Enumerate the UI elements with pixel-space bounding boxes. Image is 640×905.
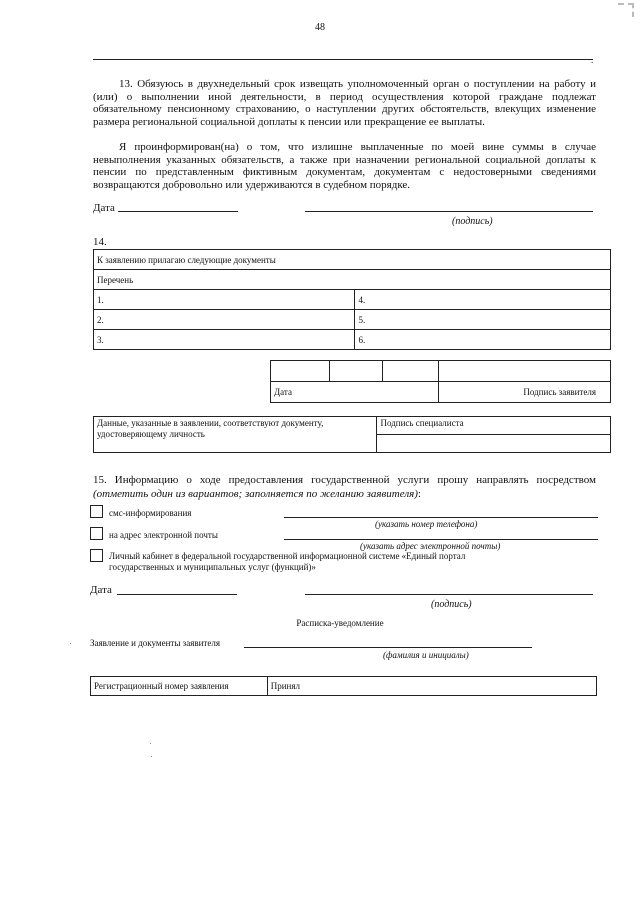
receipt-title: Расписка-уведомление <box>296 618 384 628</box>
attachments-header: К заявлению прилагаю следующие документы <box>94 250 611 270</box>
attachment-item-4[interactable]: 4. <box>355 290 611 310</box>
gosuslugi-checkbox[interactable] <box>90 549 103 562</box>
scan-speck <box>150 743 151 744</box>
applicant-signature-caption: Подпись заявителя <box>439 382 611 403</box>
scan-speck <box>151 756 152 757</box>
attachment-item-1[interactable]: 1. <box>94 290 355 310</box>
email-field[interactable] <box>284 539 598 540</box>
gosuslugi-label: Личный кабинет в федеральной государственной информационной системе «Единый портал государственных и муниципальных услуг (функций)» <box>109 551 466 572</box>
signature-field[interactable] <box>305 211 593 212</box>
attachments-table <box>93 249 611 350</box>
top-rule <box>93 59 593 60</box>
receipt-docs-label: Заявление и документы заявителя <box>90 638 220 648</box>
signature-caption: (подпись) <box>452 216 493 227</box>
verification-text: Данные, указанные в заявлении, соответствуют документу, удостоверяющему личность <box>94 417 377 453</box>
receipt-name-field[interactable] <box>244 647 532 648</box>
email-label: на адрес электронной почты <box>109 530 218 540</box>
registration-table <box>90 676 597 696</box>
signature2-caption: (подпись) <box>431 599 472 610</box>
phone-caption: (указать номер телефона) <box>375 519 478 529</box>
attachment-item-2[interactable]: 2. <box>94 310 355 330</box>
section-15-plain: 15. Информацию о ходе предоставления государственной услуги прошу направлять посредством <box>93 474 596 486</box>
email-checkbox[interactable] <box>90 527 103 540</box>
attachment-item-3[interactable]: 3. <box>94 330 355 350</box>
top-rule-dot: . <box>591 55 594 65</box>
date-label: Дата <box>93 202 115 214</box>
page-number: 48 <box>315 22 325 33</box>
sms-label: смс-информирования <box>109 508 192 518</box>
sms-checkbox[interactable] <box>90 505 103 518</box>
section-15-text <box>93 473 596 501</box>
reg-number-label: Регистрационный номер заявления <box>91 677 268 696</box>
attachment-item-5[interactable]: 5. <box>355 310 611 330</box>
signature2-field[interactable] <box>305 594 593 595</box>
section-15-end: : <box>417 488 421 500</box>
accepted-label: Принял <box>267 677 596 696</box>
applicant-signature-cell[interactable] <box>439 361 611 382</box>
page-corner-mark <box>618 3 634 17</box>
attachment-item-6[interactable]: 6. <box>355 330 611 350</box>
paragraph-13: 13. Обязуюсь в двухнедельный срок извещать уполномоченный орган о поступлении на работу и (или) о выполнении иной деятельности, в период осуществления которой граждане подлежат обязательному пенсионному страхованию, о наступлении других обстоятельств, влекущих изменение размера региональной социальной доплаты к пенсии или прекращение ее выплаты. <box>93 78 596 128</box>
scan-speck <box>70 643 71 644</box>
date2-label: Дата <box>90 584 112 596</box>
section-15-italic: (отметить один из вариантов; заполняется по желанию заявителя) <box>93 488 418 500</box>
date-year-cell[interactable] <box>382 361 439 382</box>
specialist-signature-label: Подпись специалиста <box>377 417 611 435</box>
specialist-signature-cell[interactable] <box>377 435 611 453</box>
date-caption-cell: Дата <box>271 382 439 403</box>
date-month-cell[interactable] <box>329 361 382 382</box>
date-day-cell[interactable] <box>271 361 330 382</box>
paragraph-informed: Я проинформирован(на) о том, что излишне выплаченные по моей вине суммы в случае невыполнения указанных обязательств, а также при назначении региональной социальной доплаты к пенсии по представленным фиктивным документам, документам с недостоверными сведениями возвращаются добровольно или удерживаются в судебном порядке. <box>93 141 596 191</box>
email-caption: (указать адрес электронной почты) <box>360 541 501 551</box>
attachments-list-header: Перечень <box>94 270 611 290</box>
date2-field[interactable] <box>117 594 237 595</box>
verification-table <box>93 416 611 453</box>
receipt-name-caption: (фамилия и инициалы) <box>383 650 469 660</box>
date-signature-table <box>270 360 611 403</box>
date-field[interactable] <box>118 211 238 212</box>
phone-field[interactable] <box>284 517 598 518</box>
section-14-number: 14. <box>93 236 107 248</box>
